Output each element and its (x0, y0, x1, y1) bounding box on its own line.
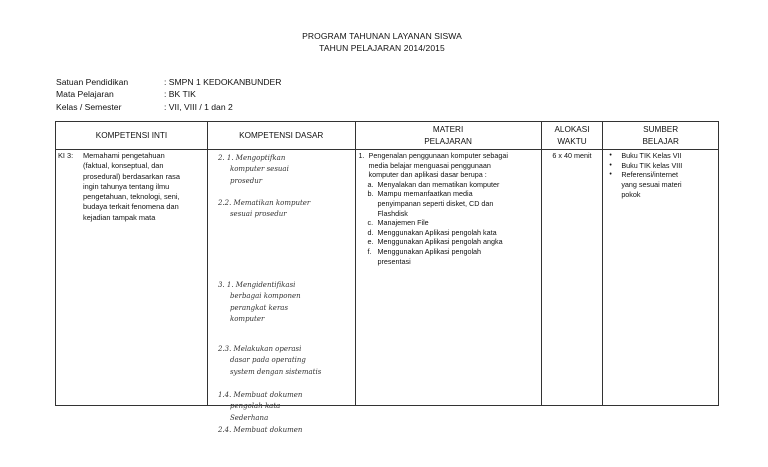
materi-item-line: Menyalakan dan mematikan komputer (377, 179, 500, 189)
bullet-icon: • (609, 171, 612, 179)
materi-intro-line: media belajar menguasai penggunaan (368, 160, 491, 170)
table-row (56, 150, 719, 406)
kd-line: pengolah kata (229, 402, 281, 411)
materi-intro-line: komputer dan aplikasi dasar berupa : (368, 170, 487, 180)
kd-line: prosedur (229, 176, 263, 185)
kd-item (218, 153, 342, 187)
kd-line: 2.3. Melakukan operasi (217, 345, 302, 353)
bullet-icon: • (609, 161, 612, 169)
materi-item-line: Menggunakan Aplikasi pengolah angka (377, 237, 503, 247)
materi-intro (359, 151, 539, 180)
sumber-line: Buku TIK Kelas VII (621, 151, 682, 160)
kd-item (218, 390, 342, 424)
header-sumber (603, 122, 719, 150)
meta-value: : SMPN 1 KEDOKANBUNDER (164, 77, 282, 87)
meta-key: Satuan Pendidikan (56, 77, 129, 87)
materi-item (359, 247, 539, 266)
program-table (55, 121, 719, 434)
materi-item (359, 218, 539, 228)
sumber-list (603, 150, 718, 200)
kd-line: system dengan sistematis (229, 367, 322, 376)
alokasi-value: 6 x 40 menit (552, 151, 592, 160)
sumber-line: yang sesuai materi (621, 180, 682, 190)
materi-item-line: Menggunakan Aplikasi pengolah (377, 246, 482, 256)
header-kompetensi-inti: KOMPETENSI INTI (56, 122, 208, 150)
meta-key: Mata Pelajaran (56, 89, 114, 99)
kd-line: dasar pada operating (229, 356, 306, 365)
materi-list (356, 150, 541, 266)
materi-item-line: Mampu memanfaatkan media (377, 189, 473, 199)
materi-item (359, 189, 539, 218)
cell-sumber (603, 150, 719, 406)
kd-item (218, 344, 342, 378)
ki-number: KI 3: (58, 151, 74, 160)
header-materi (355, 122, 541, 150)
sumber-line: Referensi/internet (621, 170, 679, 180)
materi-item-label: b. (367, 189, 374, 199)
ki-line: ingin tahunya tentang ilmu (83, 181, 170, 191)
materi-intro-number: 1. (358, 151, 365, 160)
meta-value: : VII, VIII / 1 dan 2 (164, 102, 233, 112)
kd-line: Sederhana (229, 413, 269, 422)
kd-item (218, 198, 342, 221)
materi-item-line: Flashdisk (377, 208, 408, 218)
kd-line: berbagai komponen (229, 292, 301, 301)
ki-line: Memahami pengetahuan (83, 151, 165, 160)
table-header-row (56, 122, 719, 150)
ki-line: prosedural) berdasarkan rasa (83, 171, 180, 181)
meta-value: : BK TIK (164, 89, 196, 99)
sumber-line: pokok (621, 189, 641, 199)
sumber-line: Buku TIK kelas VIII (621, 160, 683, 170)
header-materi-line2: PELAJARAN (424, 137, 472, 146)
meta-key: Kelas / Semester (56, 102, 122, 112)
header-materi-line1: MATERI (432, 125, 464, 134)
kd-line: perangkat keras (229, 303, 289, 312)
kd-line: 3. 1. Mengidentifikasi (217, 281, 296, 289)
header-sumber-line1: SUMBER (643, 125, 679, 134)
header-alokasi-line1: ALOKASI (554, 125, 590, 134)
ki-line: (faktual, konseptual, dan (83, 161, 164, 171)
ki-line: pengetahuan, teknologi, seni, (83, 192, 180, 202)
materi-item (359, 228, 539, 238)
materi-item-label: c. (367, 218, 374, 228)
cell-kompetensi-dasar (207, 150, 355, 434)
document-subtitle: TAHUN PELAJARAN 2014/2015 (319, 43, 445, 53)
kd-line: komputer sesuai (229, 165, 289, 174)
kd-line: 2. 1. Mengoptifkan (217, 154, 286, 162)
header-alokasi-line2: WAKTU (557, 137, 587, 146)
cell-materi (355, 150, 541, 406)
materi-item-line: Manajemen File (377, 218, 429, 228)
materi-item-label: f. (367, 246, 372, 256)
header-sumber-line2: BELAJAR (642, 137, 679, 146)
header-alokasi (541, 122, 603, 150)
materi-item-line: presentasi (377, 256, 411, 266)
sumber-item (608, 170, 716, 199)
cell-kompetensi-inti (56, 150, 208, 406)
header-kompetensi-dasar: KOMPETENSI DASAR (207, 122, 355, 150)
ki-text (83, 150, 207, 223)
sumber-item (608, 151, 716, 161)
kd-line: 1.4. Membuat dokumen (217, 391, 303, 399)
kd-line: 2.2. Mematikan komputer (217, 199, 311, 207)
sumber-item (608, 161, 716, 171)
kd-list (208, 150, 355, 434)
materi-item-label: a. (367, 179, 374, 189)
ki-line: kejadian tampak mata (83, 212, 156, 222)
materi-item-line: Menggunakan Aplikasi pengolah kata (377, 227, 497, 237)
materi-item (359, 180, 539, 190)
materi-intro-line: Pengenalan penggunaan komputer sebagai (368, 151, 509, 160)
ki-line: budaya terkait fenomena dan (83, 202, 179, 212)
materi-item-label: e. (367, 237, 374, 247)
kd-item (218, 425, 342, 436)
bullet-icon: • (609, 152, 612, 159)
kd-item (218, 280, 342, 325)
materi-item-label: d. (367, 227, 374, 237)
cell-alokasi (541, 150, 603, 406)
materi-item-line: penyimpanan seperti disket, CD dan (377, 198, 494, 208)
document-title: PROGRAM TAHUNAN LAYANAN SISWA (302, 31, 462, 41)
kd-line: 2.4. Membuat dokumen (217, 426, 303, 434)
kd-line: sesuai prosedur (229, 210, 287, 219)
kd-line: komputer (229, 314, 265, 323)
materi-item (359, 237, 539, 247)
